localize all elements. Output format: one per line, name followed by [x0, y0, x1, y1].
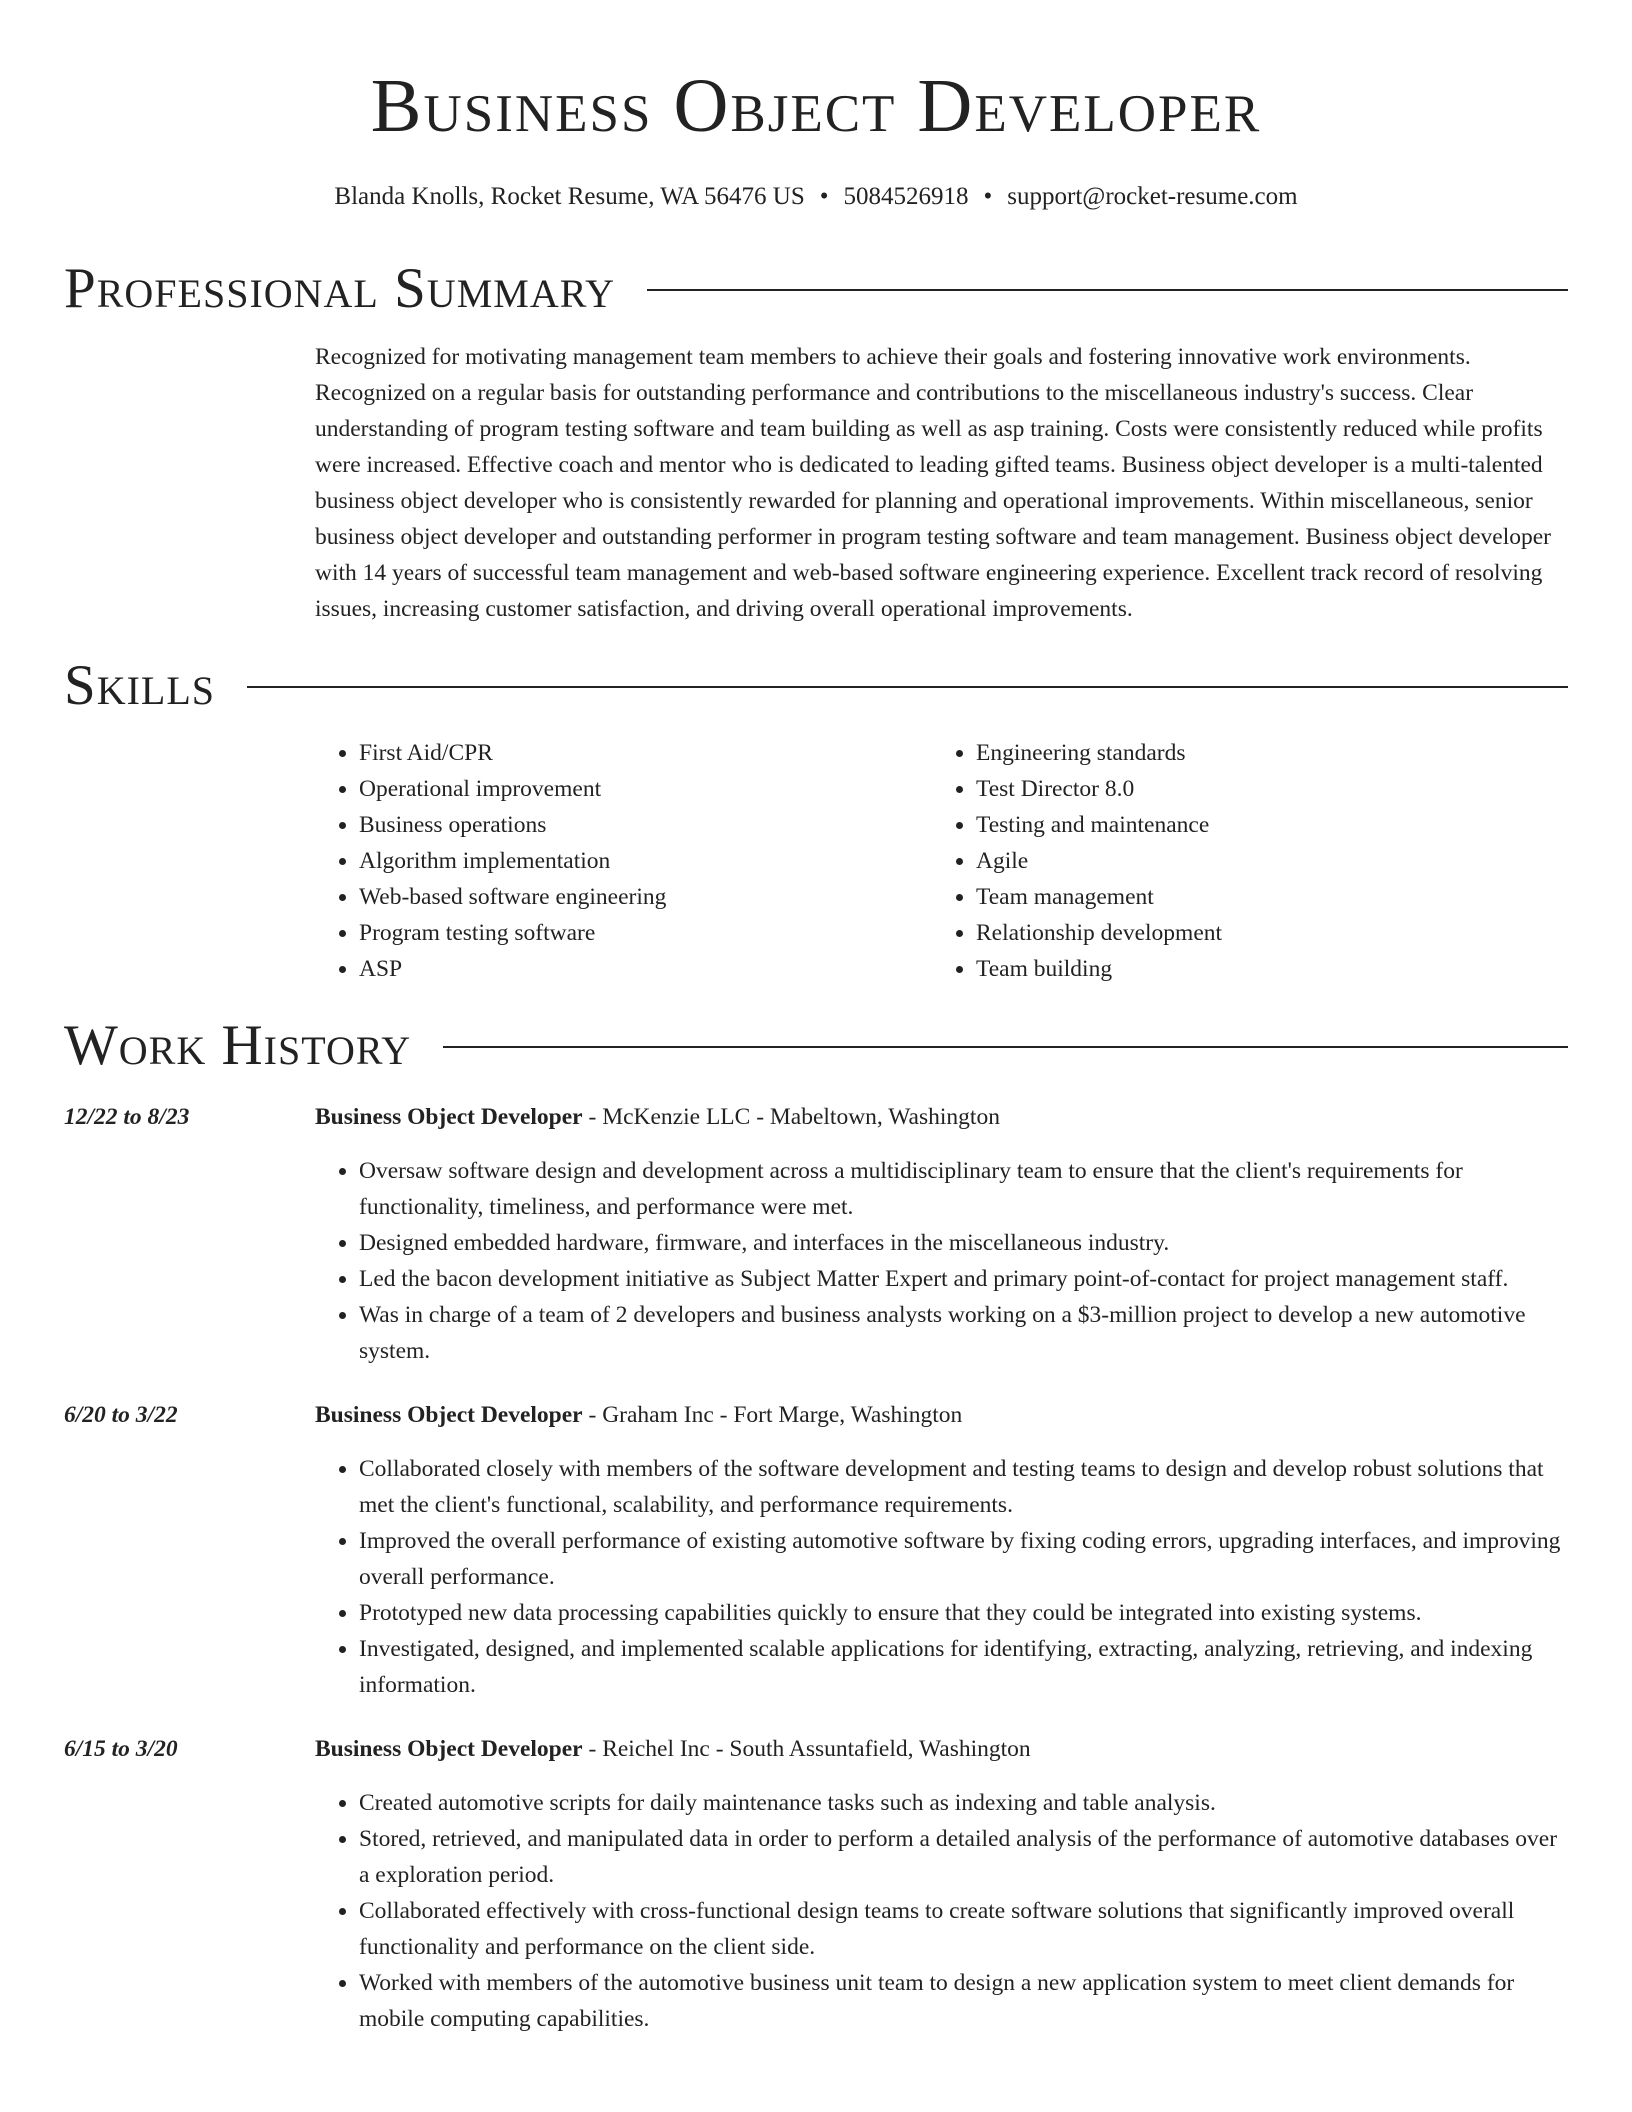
- summary-section-header: [64, 256, 1568, 322]
- job-bullets: [315, 1153, 1568, 1369]
- work-section-header: [64, 1013, 1568, 1079]
- skill-item: • ASP: [359, 951, 932, 987]
- skill-item: • Relationship development: [976, 915, 1549, 951]
- job-title-line: [315, 1099, 1568, 1135]
- job-entry: [64, 1397, 1568, 1703]
- job-body: [315, 1099, 1568, 1369]
- job-dates: 6/15 to 3/20: [64, 1736, 178, 1762]
- skill-item: • Agile: [976, 843, 1549, 879]
- contact-address: Blanda Knolls, Rocket Resume, WA 56476 US: [334, 183, 805, 210]
- job-employer: - Graham Inc - Fort Marge, Washington: [582, 1402, 963, 1428]
- skills-section-header: [64, 653, 1568, 719]
- job-title-line: [315, 1731, 1568, 1767]
- job-body: [315, 1731, 1568, 2037]
- job-bullets: [315, 1785, 1568, 2037]
- job-bullet: • Created automotive scripts for daily maintenance tasks such as indexing and table analysis.: [359, 1785, 1568, 1821]
- skill-item: • Team building: [976, 951, 1549, 987]
- work-heading: Work History: [64, 1014, 412, 1077]
- job-bullet: • Designed embedded hardware, firmware, and interfaces in the miscellaneous industry.: [359, 1225, 1568, 1261]
- contact-phone: 5084526918: [843, 183, 969, 210]
- job-bullet: • Investigated, designed, and implemented scalable applications for identifying, extracting, analyzing, retrieving, and indexing information.: [359, 1631, 1568, 1703]
- skill-item: • First Aid/CPR: [359, 735, 932, 771]
- job-entry: [64, 1731, 1568, 2037]
- job-body: [315, 1397, 1568, 1703]
- contact-line: [64, 182, 1568, 212]
- summary-heading: Professional Summary: [64, 257, 616, 320]
- skill-item: • Engineering standards: [976, 735, 1549, 771]
- job-bullet: • Was in charge of a team of 2 developers and business analysts working on a $3-million project to develop a new automotive system.: [359, 1297, 1568, 1369]
- contact-email: support@rocket-resume.com: [1007, 183, 1298, 210]
- job-bullet: • Improved the overall performance of existing automotive software by fixing coding errors, upgrading interfaces, and improving overall performance.: [359, 1523, 1568, 1595]
- section-divider: [443, 1046, 1568, 1048]
- job-bullets: [315, 1451, 1568, 1703]
- contact-separator: •: [983, 183, 993, 210]
- section-divider: [647, 289, 1568, 291]
- job-bullet: • Collaborated closely with members of the software development and testing teams to design and develop robust solutions that met the client's functional, scalability, and performance requirements.: [359, 1451, 1568, 1523]
- skill-item: • Program testing software: [359, 915, 932, 951]
- job-bullet: • Collaborated effectively with cross-functional design teams to create software solutions that significantly improved overall functionality and performance on the client side.: [359, 1893, 1568, 1965]
- skill-item: • Web-based software engineering: [359, 879, 932, 915]
- skill-item: • Team management: [976, 879, 1549, 915]
- skill-item: • Business operations: [359, 807, 932, 843]
- skills-list-right: [932, 735, 1549, 987]
- job-bullet: • Led the bacon development initiative as Subject Matter Expert and primary point-of-contact for project management staff.: [359, 1261, 1568, 1297]
- job-bullet: • Oversaw software design and development across a multidisciplinary team to ensure that the client's requirements for functionality, timeliness, and performance were met.: [359, 1153, 1568, 1225]
- resume-title: Business Object Developer: [370, 64, 1262, 148]
- skills-list-left: [315, 735, 932, 987]
- job-bullet: • Prototyped new data processing capabilities quickly to ensure that they could be integrated into existing systems.: [359, 1595, 1568, 1631]
- skills-grid: [315, 735, 1568, 987]
- section-divider: [247, 686, 1568, 688]
- job-role: Business Object Developer: [315, 1402, 583, 1428]
- job-employer: - Reichel Inc - South Assuntafield, Washington: [582, 1736, 1031, 1762]
- summary-text: Recognized for motivating management team members to achieve their goals and fostering innovative work environments. Recognized on a regular basis for outstanding performance and contributions to the miscellaneous industry's success. Clear understanding of program testing software and team building as well as asp training. Costs were consistently reduced while profits were increased. Effective coach and mentor who is dedicated to leading gifted teams. Business object developer is a multi-talented business object developer who is consistently rewarded for planning and operational improvements. Within miscellaneous, senior business object developer and outstanding performer in program testing software and team management. Business object developer with 14 years of successful team management and web-based software engineering experience. Excellent track record of resolving issues, increasing customer satisfaction, and driving overall operational improvements.: [315, 344, 1551, 622]
- skill-item: • Algorithm implementation: [359, 843, 932, 879]
- job-dates: 12/22 to 8/23: [64, 1104, 190, 1130]
- job-bullet: • Stored, retrieved, and manipulated data in order to perform a detailed analysis of the performance of automotive databases over a exploration period.: [359, 1821, 1568, 1893]
- job-role: Business Object Developer: [315, 1104, 583, 1130]
- job-title-line: [315, 1397, 1568, 1433]
- job-entry: [64, 1099, 1568, 1369]
- contact-separator: •: [819, 183, 829, 210]
- skill-item: • Test Director 8.0: [976, 771, 1549, 807]
- job-role: Business Object Developer: [315, 1736, 583, 1762]
- skill-item: • Operational improvement: [359, 771, 932, 807]
- job-dates: 6/20 to 3/22: [64, 1402, 178, 1428]
- skills-heading: Skills: [64, 654, 216, 717]
- job-bullet: • Worked with members of the automotive business unit team to design a new application system to meet client demands for mobile computing capabilities.: [359, 1965, 1568, 2037]
- job-employer: - McKenzie LLC - Mabeltown, Washington: [582, 1104, 1000, 1130]
- skill-item: • Testing and maintenance: [976, 807, 1549, 843]
